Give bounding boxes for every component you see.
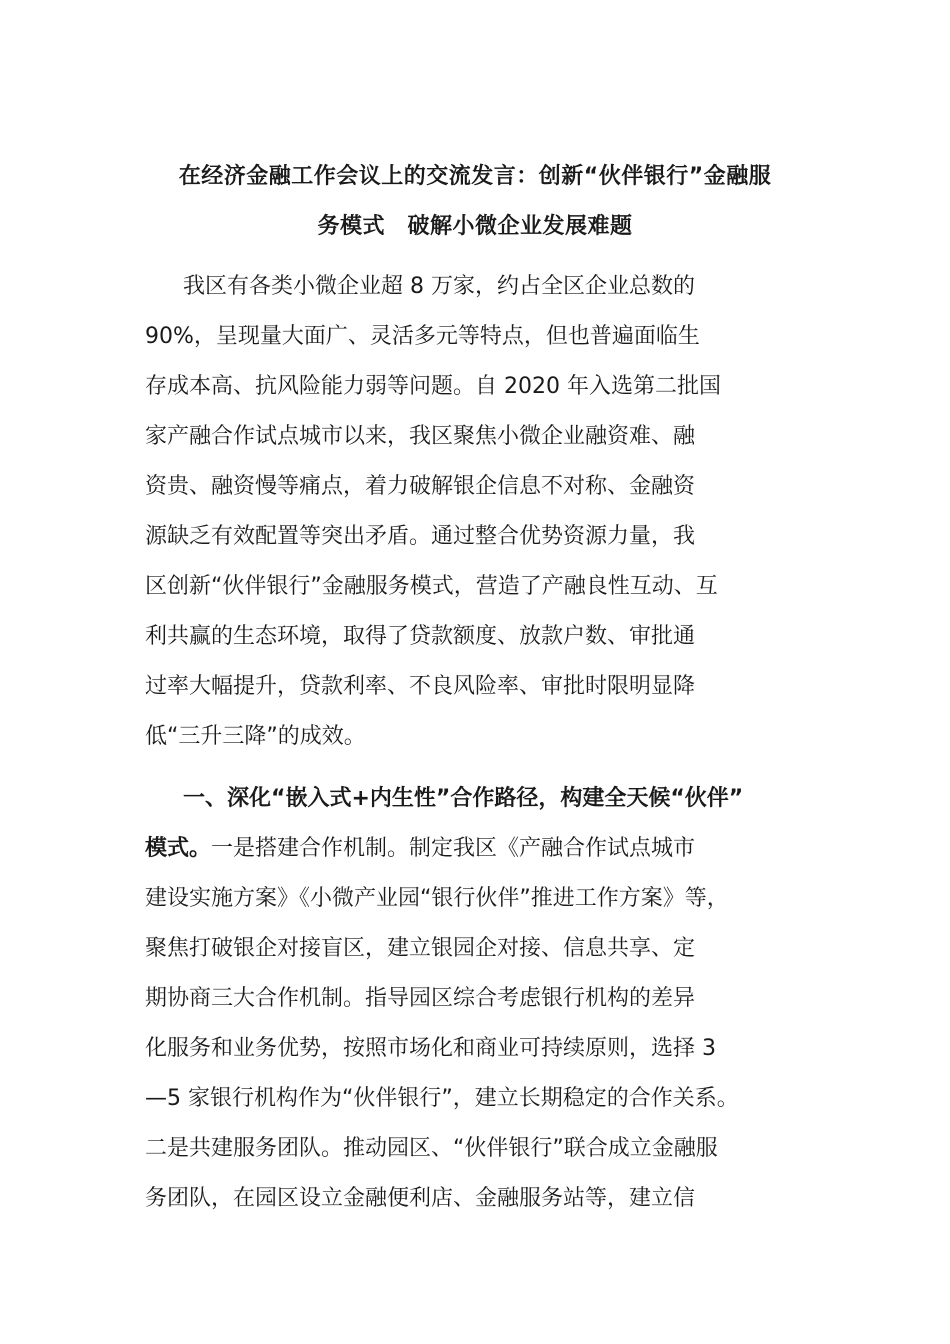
text-line bbox=[145, 824, 825, 874]
document-body bbox=[145, 262, 825, 1224]
paragraph-intro bbox=[145, 262, 825, 762]
text-line: 低“三升三降”的成效。 bbox=[145, 724, 366, 749]
text-line: 务团队，在园区设立金融便利店、金融服务站等，建立信 bbox=[145, 1186, 696, 1211]
text-line-rest: 一是搭建合作机制。制定我区《产融合作试点城市 bbox=[211, 836, 696, 861]
document-title bbox=[120, 152, 830, 252]
paragraph-gap bbox=[145, 762, 825, 774]
text-line: 资贵、融资慢等痛点，着力破解银企信息不对称、金融资 bbox=[145, 474, 696, 499]
text-line: 家产融合作试点城市以来，我区聚焦小微企业融资难、融 bbox=[145, 424, 696, 449]
text-line: 区创新“伙伴银行”金融服务模式，营造了产融良性互动、互 bbox=[145, 574, 718, 599]
text-line: 化服务和业务优势，按照市场化和商业可持续原则，选择 3 bbox=[145, 1036, 716, 1061]
text-line: 源缺乏有效配置等突出矛盾。通过整合优势资源力量，我 bbox=[145, 524, 696, 549]
paragraph-section-one bbox=[145, 774, 825, 1224]
section-heading-end: 模式。 bbox=[145, 836, 212, 861]
text-line: 建设实施方案》《小微产业园“银行伙伴”推进工作方案》等， bbox=[145, 886, 729, 911]
section-heading: 一、深化“嵌入式+内生性”合作路径，构建全天候“伙伴” bbox=[183, 786, 744, 811]
text-line: 过率大幅提升，贷款利率、不良风险率、审批时限明显降 bbox=[145, 674, 696, 699]
text-line: 我区有各类小微企业超 8 万家，约占全区企业总数的 bbox=[183, 274, 695, 299]
text-line: 聚焦打破银企对接盲区，建立银园企对接、信息共享、定 bbox=[145, 936, 696, 961]
text-line: 二是共建服务团队。推动园区、“伙伴银行”联合成立金融服 bbox=[145, 1136, 718, 1161]
text-line: 存成本高、抗风险能力弱等问题。自 2020 年入选第二批国 bbox=[145, 374, 721, 399]
text-line: 期协商三大合作机制。指导园区综合考虑银行机构的差异 bbox=[145, 986, 696, 1011]
title-line: 在经济金融工作会议上的交流发言：创新“伙伴银行”金融服 bbox=[178, 164, 772, 189]
text-line: 90%，呈现量大面广、灵活多元等特点，但也普遍面临生 bbox=[145, 324, 700, 349]
title-line: 务模式 破解小微企业发展难题 bbox=[317, 214, 633, 239]
text-line: 利共赢的生态环境，取得了贷款额度、放款户数、审批通 bbox=[145, 624, 696, 649]
text-line: —5 家银行机构作为“伙伴银行”，建立长期稳定的合作关系。 bbox=[145, 1086, 739, 1111]
